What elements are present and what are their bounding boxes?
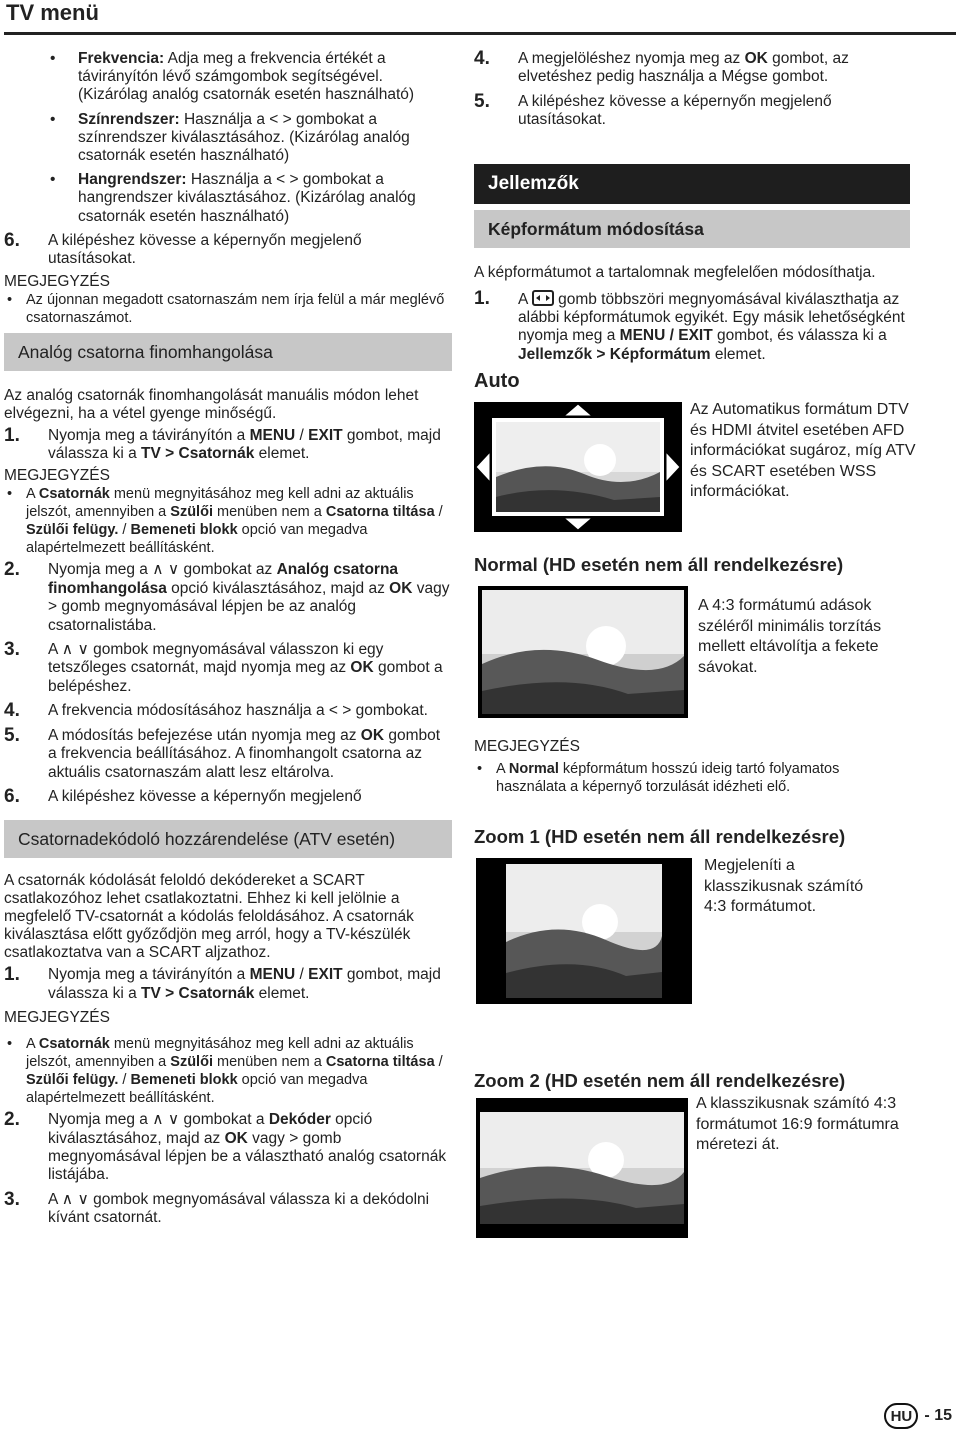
step-5: 5. A kilépéshez kövesse a képernyőn megjelenő utasításokat. (474, 90, 832, 129)
normal-figure (478, 586, 688, 718)
step-3: 3. A ∧ ∨ gombok megnyomásával válassza ki a dekódolni kívánt csatornát. (4, 1188, 430, 1227)
page-header (0, 0, 960, 40)
note-label: MEGJEGYZÉS (4, 1009, 110, 1027)
zoom2-description: A klasszikusnak számító 4:3 formátumot 16:9 formátumra méretezi át. (696, 1095, 899, 1154)
page-number: - 15 (924, 1407, 952, 1424)
aspect-intro: A képformátumot a tartalomnak megfelelően módosíthatja. (474, 263, 876, 281)
section-title-fine-tuning: Analóg csatorna finomhangolása (4, 333, 452, 371)
normal-title: Normal (HD esetén nem áll rendelkezésre) (474, 554, 844, 576)
step-1: 1. Nyomja meg a távirányítón a MENU / EXIT gombot, majd válassza ki a TV > Csatornák elemet. (4, 964, 441, 1002)
zoom2-title: Zoom 2 (HD esetén nem áll rendelkezésre) (474, 1070, 846, 1092)
step-2: 2. Nyomja meg a ∧ ∨ gombokat a Dekóder opció kiválasztásához, majd az OK vagy > gomb megnyomásával lépjen be a választható analóg csatornák listájába. (4, 1109, 447, 1184)
note-label: MEGJEGYZÉS (474, 738, 580, 756)
list-item: • Hangrendszer: Használja a < > gombokat a hangrendszer kiválasztásához. (Kizárólag analóg csatornák esetén használható) (4, 171, 452, 226)
zoom2-block (474, 1094, 910, 1244)
note-label: MEGJEGYZÉS (4, 467, 110, 485)
right-column (474, 46, 916, 1244)
list-item: • Színrendszer: Használja a < > gombokat a színrendszer kiválasztásához. (Kizárólag analóg csatornák esetén használható) (4, 111, 452, 166)
step-3: 3. A ∧ ∨ gombok megnyomásával válasszon ki egy tetszőleges csatornát, majd nyomja meg az OK gombot a belépéshez. (4, 639, 443, 695)
step-1: 1. Nyomja meg a távirányítón a MENU / EXIT gombot, majd válassza ki a TV > Csatornák elemet. (4, 424, 441, 463)
zoom1-description: Megjeleníti a klasszikusnak számító 4:3 formátumot. (704, 857, 864, 916)
auto-title: Auto (474, 370, 520, 393)
note-item: • A Csatornák menü megnyitásához meg kell adni az aktuális jelszót, amennyiben a Szülői menüben nem a Csatorna tiltása / Szülői felügy. / Bemeneti blokk opció van megadva alapértelmezett beállításként. (4, 1035, 452, 1107)
zoom1-figure (476, 858, 692, 1004)
zoom1-block (474, 854, 910, 1064)
auto-description: Az Automatikus formátum DTV és HDMI átvitel esetében AFD információkat sugároz, míg ATV és SCART esetében WSS információkat. (690, 401, 916, 501)
section-intro: Az analóg csatornák finomhangolását manuális módon lehet elvégezni, ha a vétel gyenge minőségű. (4, 386, 419, 422)
normal-description: A 4:3 formátumú adások széléről minimális torzítás mellett eltávolítja a fekete sávokat. (698, 597, 882, 676)
settings-bullet-list (4, 50, 452, 226)
language-badge: HU (884, 1403, 918, 1429)
aspect-button-icon (532, 290, 554, 306)
note-item: • A Normal képformátum hosszú ideig tartó folyamatos használata a képernyő torzulását idézheti elő. (474, 760, 910, 796)
step-4: 4. A megjelöléshez nyomja meg az OK gombot, az elvetéshez pedig használja a Mégse gombot. (474, 48, 849, 86)
step-1: 1. A gomb többszöri megnyomásával kiválaszthatja az alábbi képformátumok egyikét. Egy másik lehetőségként nyomja meg a MENU / EXIT gombot, és válassza ki a Jellemzők > Képformátum elemet. (474, 287, 905, 363)
section-intro: A csatornák kódolását feloldó dekódereket a SCART csatlakozóhoz lehet csatlakoztatni. Ehhez ki kell jelölnie a megfelelő TV-csatornát a kódolás feloldásához. A csatornák kiválasztása előtt győződjön meg arról, hogy a TV-készülék csatlakoztatva van a SCART aljzathoz. (4, 872, 414, 962)
zoom1-title: Zoom 1 (HD esetén nem áll rendelkezésre) (474, 826, 846, 848)
step-5: 5. A módosítás befejezése után nyomja meg az OK gombot a frekvencia beállításához. A finomhangolt csatorna az aktuális csatornaszám alatt lesz eltárolva. (4, 724, 441, 781)
header-rule (4, 32, 956, 35)
auto-figure (474, 402, 682, 532)
left-column (4, 46, 452, 1228)
normal-block (474, 586, 910, 726)
auto-block (474, 370, 916, 540)
note-item: • A Csatornák menü megnyitásához meg kell adni az aktuális jelszót, amennyiben a Szülői menüben nem a Csatorna tiltása / Szülői felügy. / Bemeneti blokk opció van megadva alapértelmezett beállításként. (4, 485, 452, 557)
section-title-features: Jellemzők (474, 164, 910, 204)
page-title: TV menü (6, 0, 99, 25)
section-title-decoder: Csatornadekódoló hozzárendelése (ATV esetén) (4, 820, 452, 858)
page-footer (884, 1403, 952, 1429)
zoom2-figure (476, 1098, 688, 1238)
step-2: 2. Nyomja meg a ∧ ∨ gombokat az Analóg csatorna finomhangolása opció kiválasztásához, majd az OK vagy > gomb megnyomásával lépjen be az analóg csatornalistába. (4, 559, 450, 634)
note-item: • Az újonnan megadott csatornaszám nem írja felül a már meglévő csatornaszámot. (4, 291, 452, 327)
note-label: MEGJEGYZÉS (4, 272, 110, 290)
list-item: • Frekvencia: Adja meg a frekvencia értékét a távirányítón lévő számgombok segítségével. (Kizárólag analóg csatornák esetén használható) (4, 50, 452, 105)
step-4: 4. A frekvencia módosításához használja a < > gombokat. (4, 700, 428, 722)
step-6: 6. A kilépéshez kövesse a képernyőn megjelenő (4, 785, 362, 807)
step-exit: 6. A kilépéshez kövesse a képernyőn megjelenő utasításokat. (4, 229, 362, 268)
section-title-aspect-ratio: Képformátum módosítása (474, 210, 910, 248)
